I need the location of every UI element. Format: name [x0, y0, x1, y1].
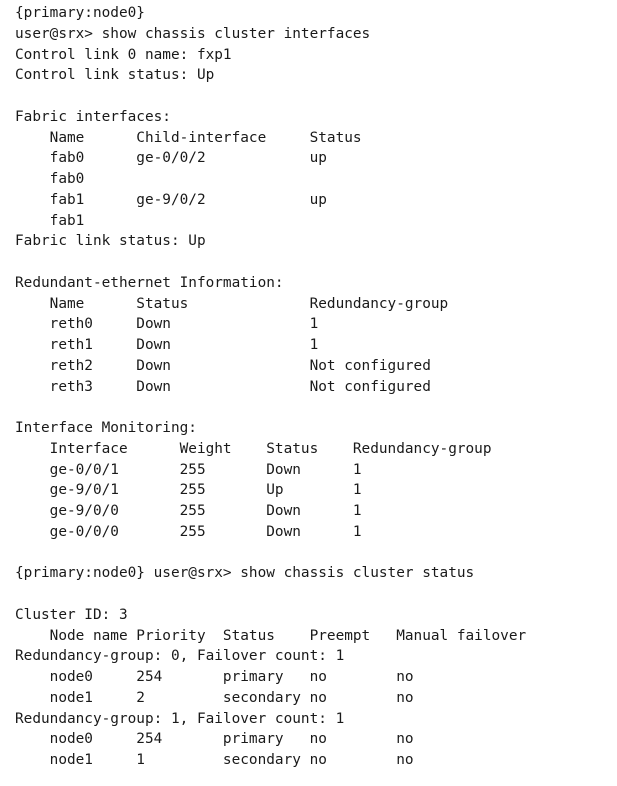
- terminal-line: Name Child-interface Status: [15, 129, 362, 146]
- terminal-line: ge-9/0/0 255 Down 1: [15, 503, 362, 519]
- terminal-line: ge-0/0/1 255 Down 1: [15, 461, 362, 478]
- terminal-line: Fabric interfaces:: [15, 108, 171, 125]
- terminal-line: node1 1 secondary no no: [15, 752, 414, 768]
- terminal-line: fab1 ge-9/0/2 up: [15, 191, 327, 208]
- terminal-line: node0 254 primary no no: [15, 669, 414, 685]
- terminal-line: reth1 Down 1: [15, 337, 319, 353]
- terminal-line: [15, 86, 615, 107]
- terminal-line: [15, 397, 615, 418]
- terminal-line: [15, 584, 615, 605]
- terminal-line: reth0 Down 1: [15, 316, 319, 333]
- terminal-line: node1 2 secondary no no: [15, 689, 414, 706]
- terminal-line: Control link 0 name: fxp1: [15, 46, 232, 63]
- terminal-line: fab0: [15, 171, 85, 187]
- terminal-line: {primary:node0}: [15, 5, 145, 21]
- terminal-line: Redundancy-group: 1, Failover count: 1: [15, 710, 345, 727]
- terminal-line: [15, 252, 615, 273]
- terminal-line: Fabric link status: Up: [15, 233, 206, 250]
- terminal-line: {primary:node0} user@srx> show chassis cluster status: [15, 565, 475, 582]
- terminal-line: ge-0/0/0 255 Down 1: [15, 523, 362, 540]
- terminal-line: fab0 ge-0/0/2 up: [15, 150, 327, 167]
- terminal-line: reth3 Down Not configured: [15, 378, 431, 395]
- terminal-line: Interface Weight Status Redundancy-group: [15, 440, 492, 457]
- terminal-line: user@srx> show chassis cluster interfaces: [15, 25, 371, 42]
- terminal-output: [15, 3, 615, 771]
- terminal-line: Name Status Redundancy-group: [15, 295, 449, 312]
- terminal-line: Redundancy-group: 0, Failover count: 1: [15, 648, 345, 665]
- terminal-line: reth2 Down Not configured: [15, 357, 431, 374]
- terminal-line: Node name Priority Status Preempt Manual failover: [15, 627, 527, 644]
- terminal-line: fab1: [15, 212, 85, 229]
- terminal-line: node0 254 primary no no: [15, 731, 414, 748]
- terminal-line: [15, 543, 615, 564]
- terminal-line: Control link status: Up: [15, 67, 215, 84]
- terminal-line: ge-9/0/1 255 Up 1: [15, 482, 362, 499]
- terminal-line: Interface Monitoring:: [15, 420, 197, 436]
- terminal-line: Cluster ID: 3: [15, 606, 128, 623]
- terminal-line: Redundant-ethernet Information:: [15, 274, 284, 291]
